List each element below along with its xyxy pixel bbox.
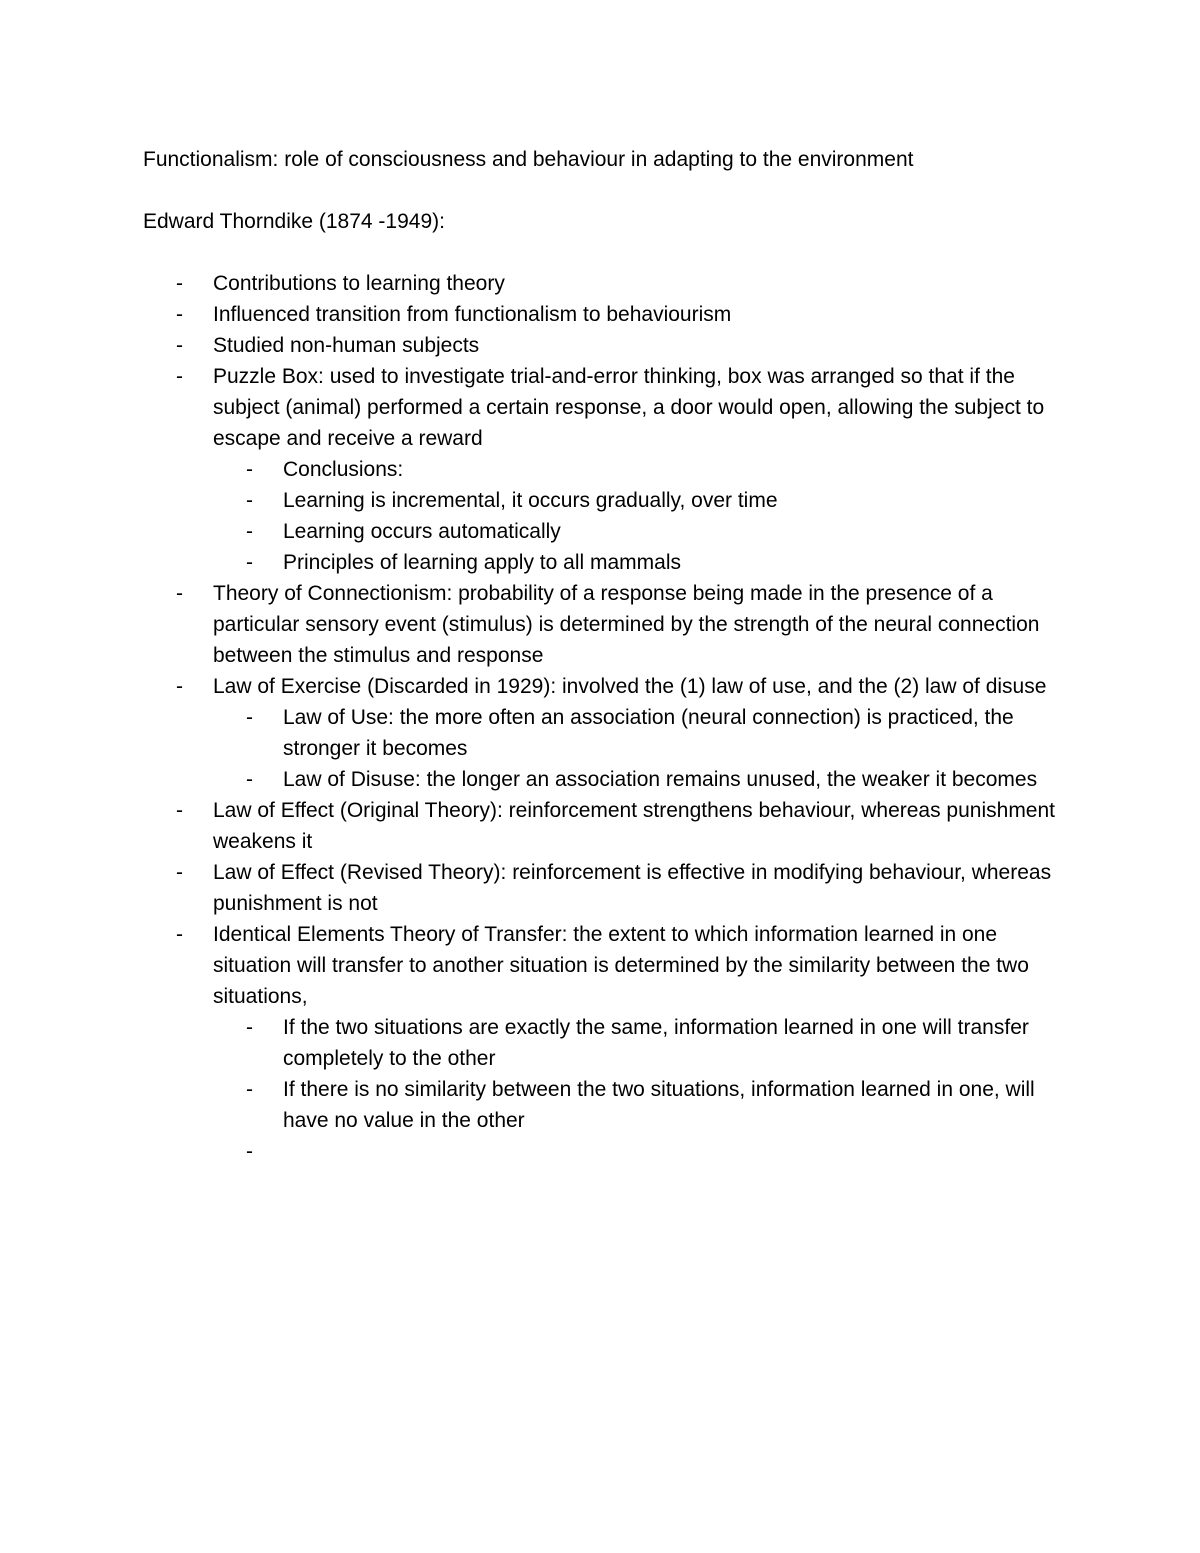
document-body [143, 144, 1073, 1167]
document-heading: Functionalism: role of consciousness and behaviour in adapting to the environment [143, 148, 914, 171]
list-item [143, 330, 1073, 361]
sub-list-item-text: If there is no similarity between the two situations, information learned in one, will have no value in the other [283, 1078, 1035, 1132]
list-item [143, 578, 1073, 671]
list-item-text: Studied non-human subjects [213, 334, 480, 357]
list-item-text: Theory of Connectionism: probability of a response being made in the presence of a particular sensory event (stimulus) is determined by the strength of the neural connection between the stimulus and response [213, 582, 1040, 667]
list-item-text: Contributions to learning theory [213, 272, 505, 295]
sub-list-item [213, 547, 1073, 578]
sub-list-item-text: Law of Disuse: the longer an association remains unused, the weaker it becomes [283, 768, 1038, 791]
list-item [143, 857, 1073, 919]
list-item-text: Identical Elements Theory of Transfer: the extent to which information learned in one situation will transfer to another situation is determined by the similarity between the two situations, [213, 923, 1029, 1008]
list-item-text: Law of Effect (Revised Theory): reinforcement is effective in modifying behaviour, whereas punishment is not [213, 861, 1052, 915]
list-item [143, 795, 1073, 857]
sub-list-item-text: Law of Use: the more often an association (neural connection) is practiced, the stronger it becomes [283, 706, 1014, 760]
sub-list-item-text: Conclusions: [283, 458, 404, 481]
document-subheading: Edward Thorndike (1874 -1949): [143, 210, 445, 233]
list-item-text: Law of Effect (Original Theory): reinforcement strengthens behaviour, whereas punishment weakens it [213, 799, 1055, 853]
sub-list-item [213, 764, 1073, 795]
sub-list-item [213, 454, 1073, 485]
sub-list-item-text: Learning occurs automatically [283, 520, 561, 543]
sub-bullet-list [213, 454, 1073, 578]
sub-list-item [213, 516, 1073, 547]
sub-list-item-text: Learning is incremental, it occurs gradually, over time [283, 489, 778, 512]
bullet-list [143, 268, 1073, 1167]
sub-list-item [213, 485, 1073, 516]
list-item [143, 671, 1073, 795]
sub-list-item [213, 702, 1073, 764]
list-item-text: Puzzle Box: used to investigate trial-and-error thinking, box was arranged so that if the subject (animal) performed a certain response, a door would open, allowing the subject to escape and receive a reward [213, 365, 1045, 450]
list-item [143, 361, 1073, 578]
sub-list-item [213, 1136, 1073, 1167]
list-item [143, 299, 1073, 330]
sub-bullet-list [213, 702, 1073, 795]
list-item [143, 268, 1073, 299]
sub-list-item [213, 1074, 1073, 1136]
sub-list-item-text: If the two situations are exactly the same, information learned in one will transfer completely to the other [283, 1016, 1029, 1070]
sub-bullet-list [213, 1012, 1073, 1167]
list-item-text: Influenced transition from functionalism to behaviourism [213, 303, 732, 326]
list-item [143, 919, 1073, 1167]
list-item-text: Law of Exercise (Discarded in 1929): involved the (1) law of use, and the (2) law of disuse [213, 675, 1047, 698]
sub-list-item-text: Principles of learning apply to all mammals [283, 551, 682, 574]
sub-list-item [213, 1012, 1073, 1074]
